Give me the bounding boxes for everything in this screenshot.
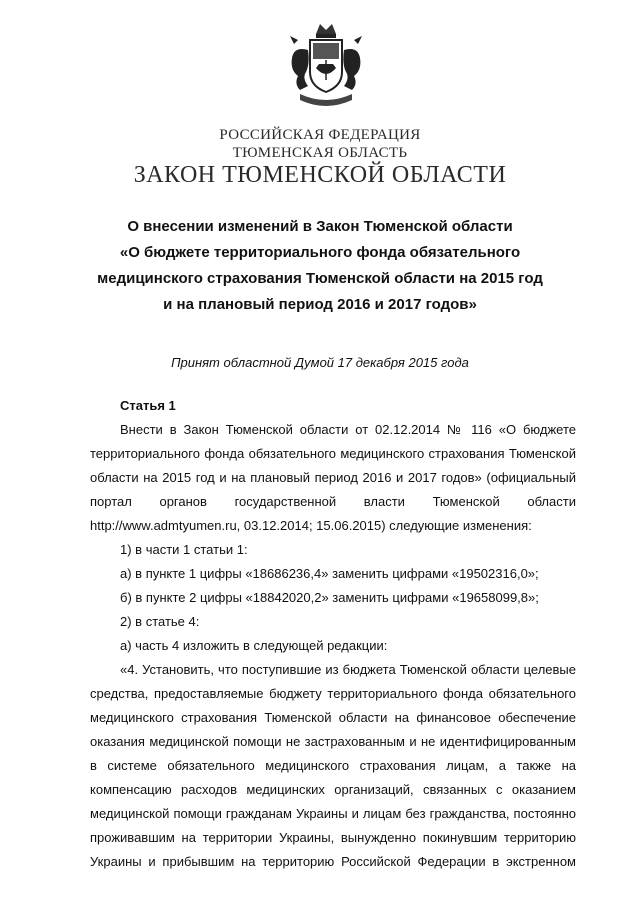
coat-of-arms-emblem [286, 20, 366, 112]
word: Тюменской [432, 494, 500, 509]
body-line: Внести в Закон Тюменской области от 02.12.2014 № 116 «О бюджете [120, 422, 576, 437]
title-line: и на плановый период 2016 и 2017 годов» [163, 296, 477, 313]
body-line: Украины и прибывшим на территорию Российской Федерации в экстренном [90, 854, 576, 869]
article-heading: Статья 1 [120, 398, 176, 413]
body-line: в системе обязательного медицинского страхования лицам, а также на [90, 758, 576, 773]
list-item: а) в пункте 1 цифры «18686236,4» заменить цифрами «19502316,0»; [120, 566, 539, 581]
word: власти [363, 494, 405, 509]
title-line: медицинского страхования Тюменской области на 2015 год [97, 270, 543, 287]
body-line: оказания медицинской помощи не застрахованным и не идентифицированным [90, 734, 576, 749]
body-line: проживавшим на территории Украины, вынужденно покинувшим территорию [90, 830, 576, 845]
list-item: 2) в статье 4: [120, 614, 200, 629]
word: области [527, 494, 576, 509]
title-line: О внесении изменений в Закон Тюменской области [127, 218, 513, 235]
body-line: средства, предоставляемые бюджету территориального фонда обязательного [90, 686, 576, 701]
body-line: медицинской помощи гражданам Украины и лицам без гражданства, постоянно [90, 806, 576, 821]
body-line: http://www.admtyumen.ru, 03.12.2014; 15.06.2015) следующие изменения: [90, 518, 532, 533]
header-region: ТЮМЕНСКАЯ ОБЛАСТЬ [232, 145, 408, 161]
list-item: б) в пункте 2 цифры «18842020,2» заменить цифрами «19658099,8»; [120, 590, 539, 605]
list-item: 1) в части 1 статьи 1: [120, 542, 248, 557]
law-heading: ЗАКОН ТЮМЕНСКОЙ ОБЛАСТИ [133, 162, 507, 188]
header-country: РОССИЙСКАЯ ФЕДЕРАЦИЯ [219, 127, 421, 143]
body-line [90, 494, 576, 509]
word: органов [159, 494, 207, 509]
word: государственной [234, 494, 337, 509]
body-line: области на 2015 год и на плановый период 2016 и 2017 годов» (официальный [90, 470, 576, 485]
body-line: компенсацию расходов медицинских организаций, связанных с оказанием [90, 782, 576, 797]
adoption-note: Принят областной Думой 17 декабря 2015 года [171, 355, 469, 370]
body-line: «4. Установить, что поступившие из бюджета Тюменской области целевые [120, 662, 576, 677]
title-line: «О бюджете территориального фонда обязательного [119, 244, 521, 261]
body-line: территориального фонда обязательного медицинского страхования Тюменской [90, 446, 576, 461]
body-line: медицинского страхования Тюменской области на финансовое обеспечение [90, 710, 576, 725]
word: портал [90, 494, 132, 509]
list-item: а) часть 4 изложить в следующей редакции: [120, 638, 388, 653]
